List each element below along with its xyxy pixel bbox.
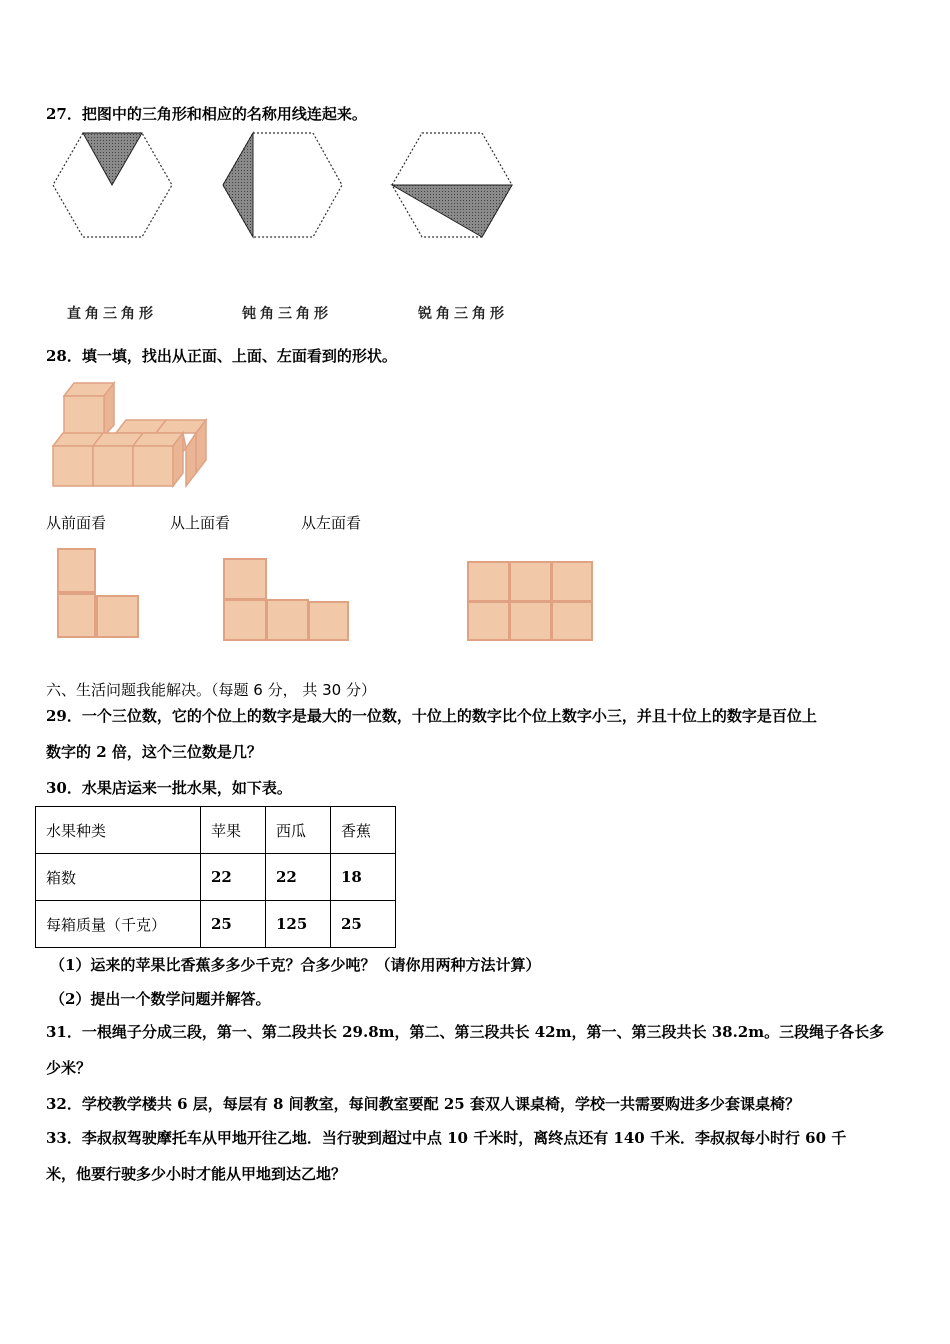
table-cell: 25 bbox=[201, 901, 266, 948]
label-obtuse-triangle: 钝角三角形 bbox=[242, 306, 332, 322]
q31-line1: 31．一根绳子分成三段，第一、第二段共长 29.8m，第二、第三段共长 42m，第一、第三段共长 38.2m。三段绳子各长多 bbox=[46, 1023, 885, 1041]
q30-text: 30．水果店运来一批水果，如下表。 bbox=[46, 779, 292, 797]
table-header-cell: 香蕉 bbox=[331, 807, 396, 854]
section6-heading: 六、生活问题我能解决。（每题 6 分， 共 30 分） bbox=[46, 681, 376, 699]
table-cell: 125 bbox=[266, 901, 331, 948]
label-acute-triangle: 锐角三角形 bbox=[418, 306, 508, 322]
table-cell: 18 bbox=[331, 854, 396, 901]
label-right-triangle: 直角三角形 bbox=[67, 306, 157, 322]
view-label-left: 从左面看 bbox=[301, 514, 362, 532]
table-cell: 22 bbox=[201, 854, 266, 901]
table-header-cell: 西瓜 bbox=[266, 807, 331, 854]
table-cell: 25 bbox=[331, 901, 396, 948]
cube-arrangement bbox=[48, 378, 208, 490]
table-row bbox=[36, 901, 396, 948]
table-cell: 每箱质量（千克） bbox=[36, 901, 201, 948]
q29-line2: 数字的 2 倍，这个三位数是几？ bbox=[46, 743, 262, 761]
table-header-cell: 水果种类 bbox=[36, 807, 201, 854]
q31-line2: 少米？ bbox=[46, 1059, 92, 1077]
q30-sub2: （2）提出一个数学问题并解答。 bbox=[50, 990, 271, 1008]
table-cell: 22 bbox=[266, 854, 331, 901]
q32-text: 32．学校教学楼共 6 层，每层有 8 间教室，每间教室要配 25 套双人课桌椅，学校一共需要购进多少套课桌椅？ bbox=[46, 1095, 800, 1113]
view-label-front: 从前面看 bbox=[46, 514, 107, 532]
q33-line2: 米，他要行驶多少小时才能从甲地到达乙地？ bbox=[46, 1165, 347, 1183]
hexagon-acute-triangle bbox=[392, 133, 512, 237]
fruit-table bbox=[35, 806, 396, 948]
table-header-row bbox=[36, 807, 396, 854]
hexagon-obtuse-triangle bbox=[223, 133, 342, 237]
triangle-figures bbox=[40, 125, 540, 255]
q28-text: 28．填一填，找出从正面、上面、左面看到的形状。 bbox=[46, 347, 397, 365]
table-header-cell: 苹果 bbox=[201, 807, 266, 854]
q30-sub1: （1）运来的苹果比香蕉多多少千克？合多少吨？（请你用两种方法计算） bbox=[50, 956, 541, 974]
q27-text: 27．把图中的三角形和相应的名称用线连起来。 bbox=[46, 105, 367, 123]
table-cell: 箱数 bbox=[36, 854, 201, 901]
view-label-top: 从上面看 bbox=[170, 514, 231, 532]
q33-line1: 33．李叔叔驾驶摩托车从甲地开往乙地．当行驶到超过中点 10 千米时，离终点还有 140 千米．李叔叔每小时行 60 千 bbox=[46, 1129, 847, 1147]
hexagon-right-triangle bbox=[53, 133, 172, 237]
q29-line1: 29．一个三位数，它的个位上的数字是最大的一位数，十位上的数字比个位上数字小三，并且十位上的数字是百位上 bbox=[46, 707, 817, 725]
table-row bbox=[36, 854, 396, 901]
